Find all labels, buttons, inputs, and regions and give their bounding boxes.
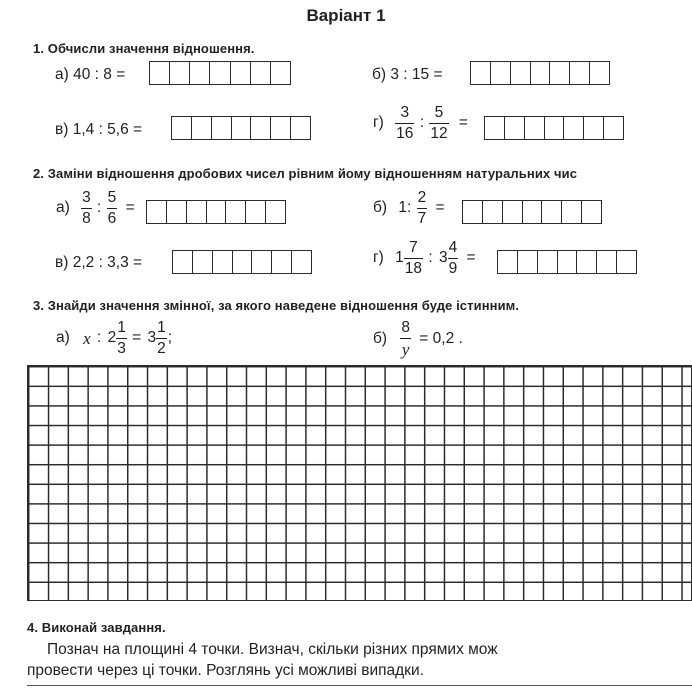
task-2a-fraction-1: $\frac{3}{8}$ — [82, 189, 91, 227]
task-2a-label: а) — [56, 199, 70, 217]
task-3b-fraction: $\frac{8}{y}$ — [401, 319, 410, 359]
task-1g-answer-cells[interactable] — [484, 116, 624, 140]
task-1v — [55, 122, 142, 138]
task-3-heading: 3. Знайди значення змінної, за якого наведене відношення буде істинним. — [33, 298, 520, 313]
task-3a-whole-1: 2 — [107, 329, 117, 347]
work-grid[interactable] — [27, 365, 692, 601]
task-2a-colon: : — [97, 199, 102, 217]
task-1-heading: 1. Обчисли значення відношення. — [33, 41, 255, 56]
task-1g — [372, 105, 469, 141]
answer-line-partial — [27, 685, 692, 694]
task-2b — [372, 190, 446, 226]
task-4-text-line-2: провести через ці точки. Розглянь усі можливі випадки. — [27, 662, 424, 679]
task-3a-whole-2: 3 — [147, 329, 157, 347]
task-1g-fraction-2: $\frac{5}{12}$ — [430, 104, 448, 142]
task-3a-equals: = — [132, 329, 142, 347]
task-2g-equals: = — [466, 249, 476, 267]
task-4-heading: 4. Виконай завдання. — [27, 620, 166, 635]
task-1g-equals: = — [458, 114, 468, 132]
task-1v-expression: 1,4 : 5,6 = — [72, 121, 143, 138]
task-2g-whole-1: 1 — [395, 249, 404, 267]
task-2b-answer-cells[interactable] — [462, 200, 602, 224]
task-3a-colon: : — [96, 329, 102, 347]
task-3a-semicolon: ; — [167, 329, 173, 347]
task-3a-fraction-1: $\frac{1}{3}$ — [117, 319, 126, 357]
task-2b-equals: = — [435, 199, 445, 217]
task-1v-label: в) — [55, 121, 69, 138]
task-3a — [55, 320, 173, 356]
task-2g-whole-2: 3 — [438, 249, 448, 267]
task-1b-label: б) — [372, 66, 387, 83]
task-1a — [55, 67, 125, 83]
task-2v — [55, 255, 142, 271]
task-2b-fraction: $\frac{2}{7}$ — [417, 189, 427, 227]
task-2g-fraction-1: $\frac{7}{18}$ — [404, 239, 423, 277]
task-1a-label: а) — [55, 66, 69, 83]
task-2a-equals: = — [125, 199, 135, 217]
task-2g-colon: : — [428, 249, 433, 267]
task-1v-answer-cells[interactable] — [171, 116, 311, 140]
task-2v-label: в) — [55, 254, 69, 271]
task-1b-expression: 3 : 15 = — [390, 66, 443, 83]
task-1g-label: г) — [373, 114, 384, 132]
task-2-heading: 2. Заміни відношення дробових чисел рівним йому відношенням натуральних чис — [33, 166, 578, 181]
task-1b-answer-cells[interactable] — [470, 61, 610, 85]
task-3b-label: б) — [373, 330, 388, 347]
task-3b-rest: = 0,2 . — [419, 330, 463, 347]
task-2a — [55, 190, 136, 226]
task-2v-expression: 2,2 : 3,3 = — [72, 254, 143, 271]
task-1g-fraction-1: $\frac{3}{16}$ — [396, 104, 414, 142]
task-2b-whole: 1: — [398, 199, 412, 217]
task-3a-fraction-2: $\frac{1}{2}$ — [157, 319, 166, 357]
task-3b — [372, 320, 464, 358]
task-2a-answer-cells[interactable] — [146, 200, 286, 224]
task-1b — [372, 67, 443, 83]
task-2g-label: г) — [373, 249, 384, 267]
task-3a-label: а) — [56, 329, 70, 347]
task-4-text-line-1: Познач на площині 4 точки. Визнач, скільки різних прямих мож — [47, 641, 498, 658]
task-3a-variable-x: x — [83, 328, 91, 348]
task-2a-fraction-2: $\frac{5}{6}$ — [107, 189, 117, 227]
task-2g — [372, 240, 477, 276]
task-1g-colon: : — [419, 114, 425, 132]
task-2g-answer-cells[interactable] — [497, 250, 637, 274]
task-2v-answer-cells[interactable] — [172, 250, 312, 274]
task-2b-label: б) — [373, 199, 388, 217]
task-1a-expression: 40 : 8 = — [73, 66, 126, 83]
task-1a-answer-cells[interactable] — [149, 61, 291, 85]
page-title: Варіант 1 — [306, 6, 386, 25]
task-2g-fraction-2: $\frac{4}{9}$ — [448, 239, 458, 277]
